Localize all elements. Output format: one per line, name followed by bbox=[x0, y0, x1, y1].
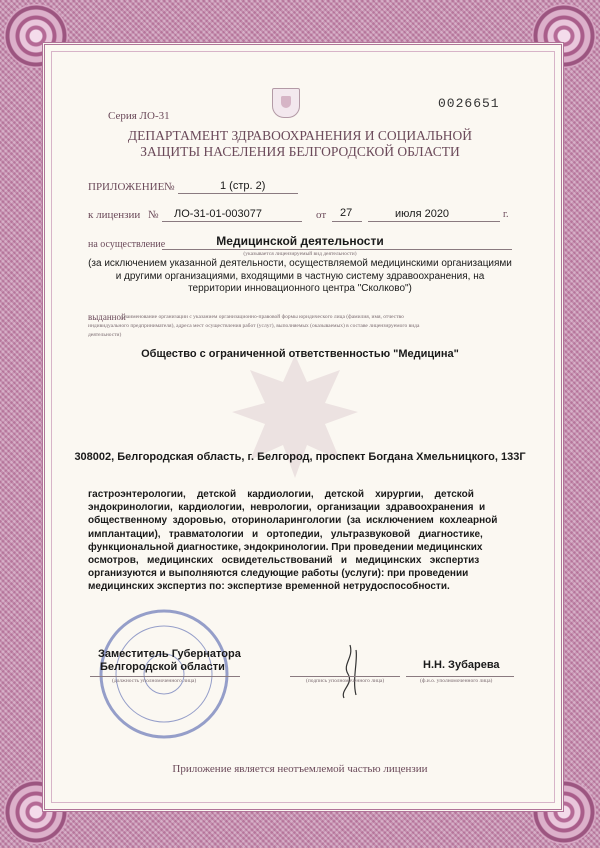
organization-name: Общество с ограниченной ответственностью "Медицина" bbox=[141, 348, 459, 360]
services-line: гастроэнтерологии, детской кардиологии, детской хирургии, детской bbox=[88, 489, 474, 500]
services-line: организуются и выполняются следующие работы (услуги): при проведении bbox=[88, 568, 469, 580]
from-label: от bbox=[316, 209, 327, 221]
day-underline bbox=[332, 221, 362, 222]
signature-underline bbox=[290, 676, 400, 677]
department-title-line2: ЗАЩИТЫ НАСЕЛЕНИЯ БЕЛГОРОДСКОЙ ОБЛАСТИ bbox=[140, 144, 460, 159]
date-day: 27 bbox=[340, 207, 353, 219]
issued-hint-line2: индивидуального предпринимателя), адреса мест осуществления работ (услуг), выполняемых (оказываемых) в составе лицензируемого вида bbox=[88, 323, 420, 329]
services-line: общественному здоровью, оториноларингологии (за исключением кохлеарной bbox=[88, 515, 498, 527]
name-underline bbox=[406, 676, 514, 677]
coat-of-arms-icon bbox=[272, 88, 300, 118]
services-line: медицинских экспертиз по: экспертизе временной нетрудоспособности. bbox=[88, 581, 450, 593]
eagle-watermark-icon bbox=[220, 340, 370, 490]
license-underline bbox=[162, 221, 302, 222]
signer-name: Н.Н. Зубарева bbox=[423, 659, 500, 671]
organization-address: 308002, Белгородская область, г. Белгород, проспект Богдана Хмельницкого, 133Г bbox=[74, 451, 526, 463]
issued-hint-line3: деятельности) bbox=[88, 332, 122, 338]
name-hint: (ф.и.о. уполномоченного лица) bbox=[420, 678, 493, 684]
services-line: функциональной диагностике, эндокринологии. При проведении медицинских bbox=[88, 541, 483, 553]
footer-note: Приложение является неотъемлемой частью лицензии bbox=[172, 763, 428, 775]
department-title-line1: ДЕПАРТАМЕНТ ЗДРАВООХРАНЕНИЯ И СОЦИАЛЬНОЙ bbox=[127, 128, 473, 143]
issued-hint-line1: (наименование организации с указанием организационно-правовой формы юридического лица (фамилия, имя, отчество bbox=[122, 314, 404, 320]
issued-label: выданной bbox=[88, 312, 126, 322]
official-seal-icon bbox=[98, 608, 230, 740]
number-sign-2: № bbox=[148, 209, 159, 221]
services-line: эндокринологии, кардиологии, неврологии, организации здравоохранения и bbox=[88, 502, 486, 514]
license-label: к лицензии bbox=[88, 209, 141, 221]
activity-hint: (указывается лицензируемый вид деятельности) bbox=[243, 251, 357, 257]
document-number: 0026651 bbox=[438, 96, 500, 111]
appendix-value: 1 (стр. 2) bbox=[220, 180, 266, 192]
activity-label: на осуществление bbox=[88, 239, 166, 250]
signer-title-line1: Заместитель Губернатора bbox=[98, 648, 241, 660]
services-line: осмотров, медицинских освидетельствований и медицинских экспертиз bbox=[88, 555, 480, 567]
appendix-underline bbox=[178, 193, 298, 194]
signer-title-line2: Белгородской области bbox=[100, 661, 225, 673]
position-hint: (должность уполномоченного лица) bbox=[112, 678, 197, 684]
date-month-year: июля 2020 bbox=[395, 208, 450, 220]
activity-note-line1: (за исключением указанной деятельности, осуществляемой медицинскими организациями bbox=[88, 258, 512, 269]
signature-hint: (подпись уполномоченного лица) bbox=[306, 678, 385, 684]
activity-underline bbox=[162, 249, 512, 250]
number-sign: № bbox=[164, 181, 175, 193]
activity-note-line3: территории инновационного центра "Сколково") bbox=[188, 283, 412, 294]
activity-note-line2: и другими организациями, входящими в частную систему здравоохранения, на bbox=[115, 271, 485, 282]
position-underline bbox=[90, 676, 240, 677]
appendix-label: ПРИЛОЖЕНИЕ bbox=[88, 181, 165, 193]
series-label: Серия ЛО-31 bbox=[108, 110, 170, 122]
activity-value: Медицинской деятельности bbox=[216, 234, 384, 248]
handwritten-signature-icon bbox=[330, 640, 370, 700]
services-paragraph bbox=[88, 488, 518, 594]
year-suffix: г. bbox=[503, 209, 509, 220]
month-underline bbox=[368, 221, 500, 222]
license-number: ЛО-31-01-003077 bbox=[174, 208, 262, 220]
services-line: имплантации), травматологии и ортопедии, ультразвуковой диагностике, bbox=[88, 528, 483, 540]
